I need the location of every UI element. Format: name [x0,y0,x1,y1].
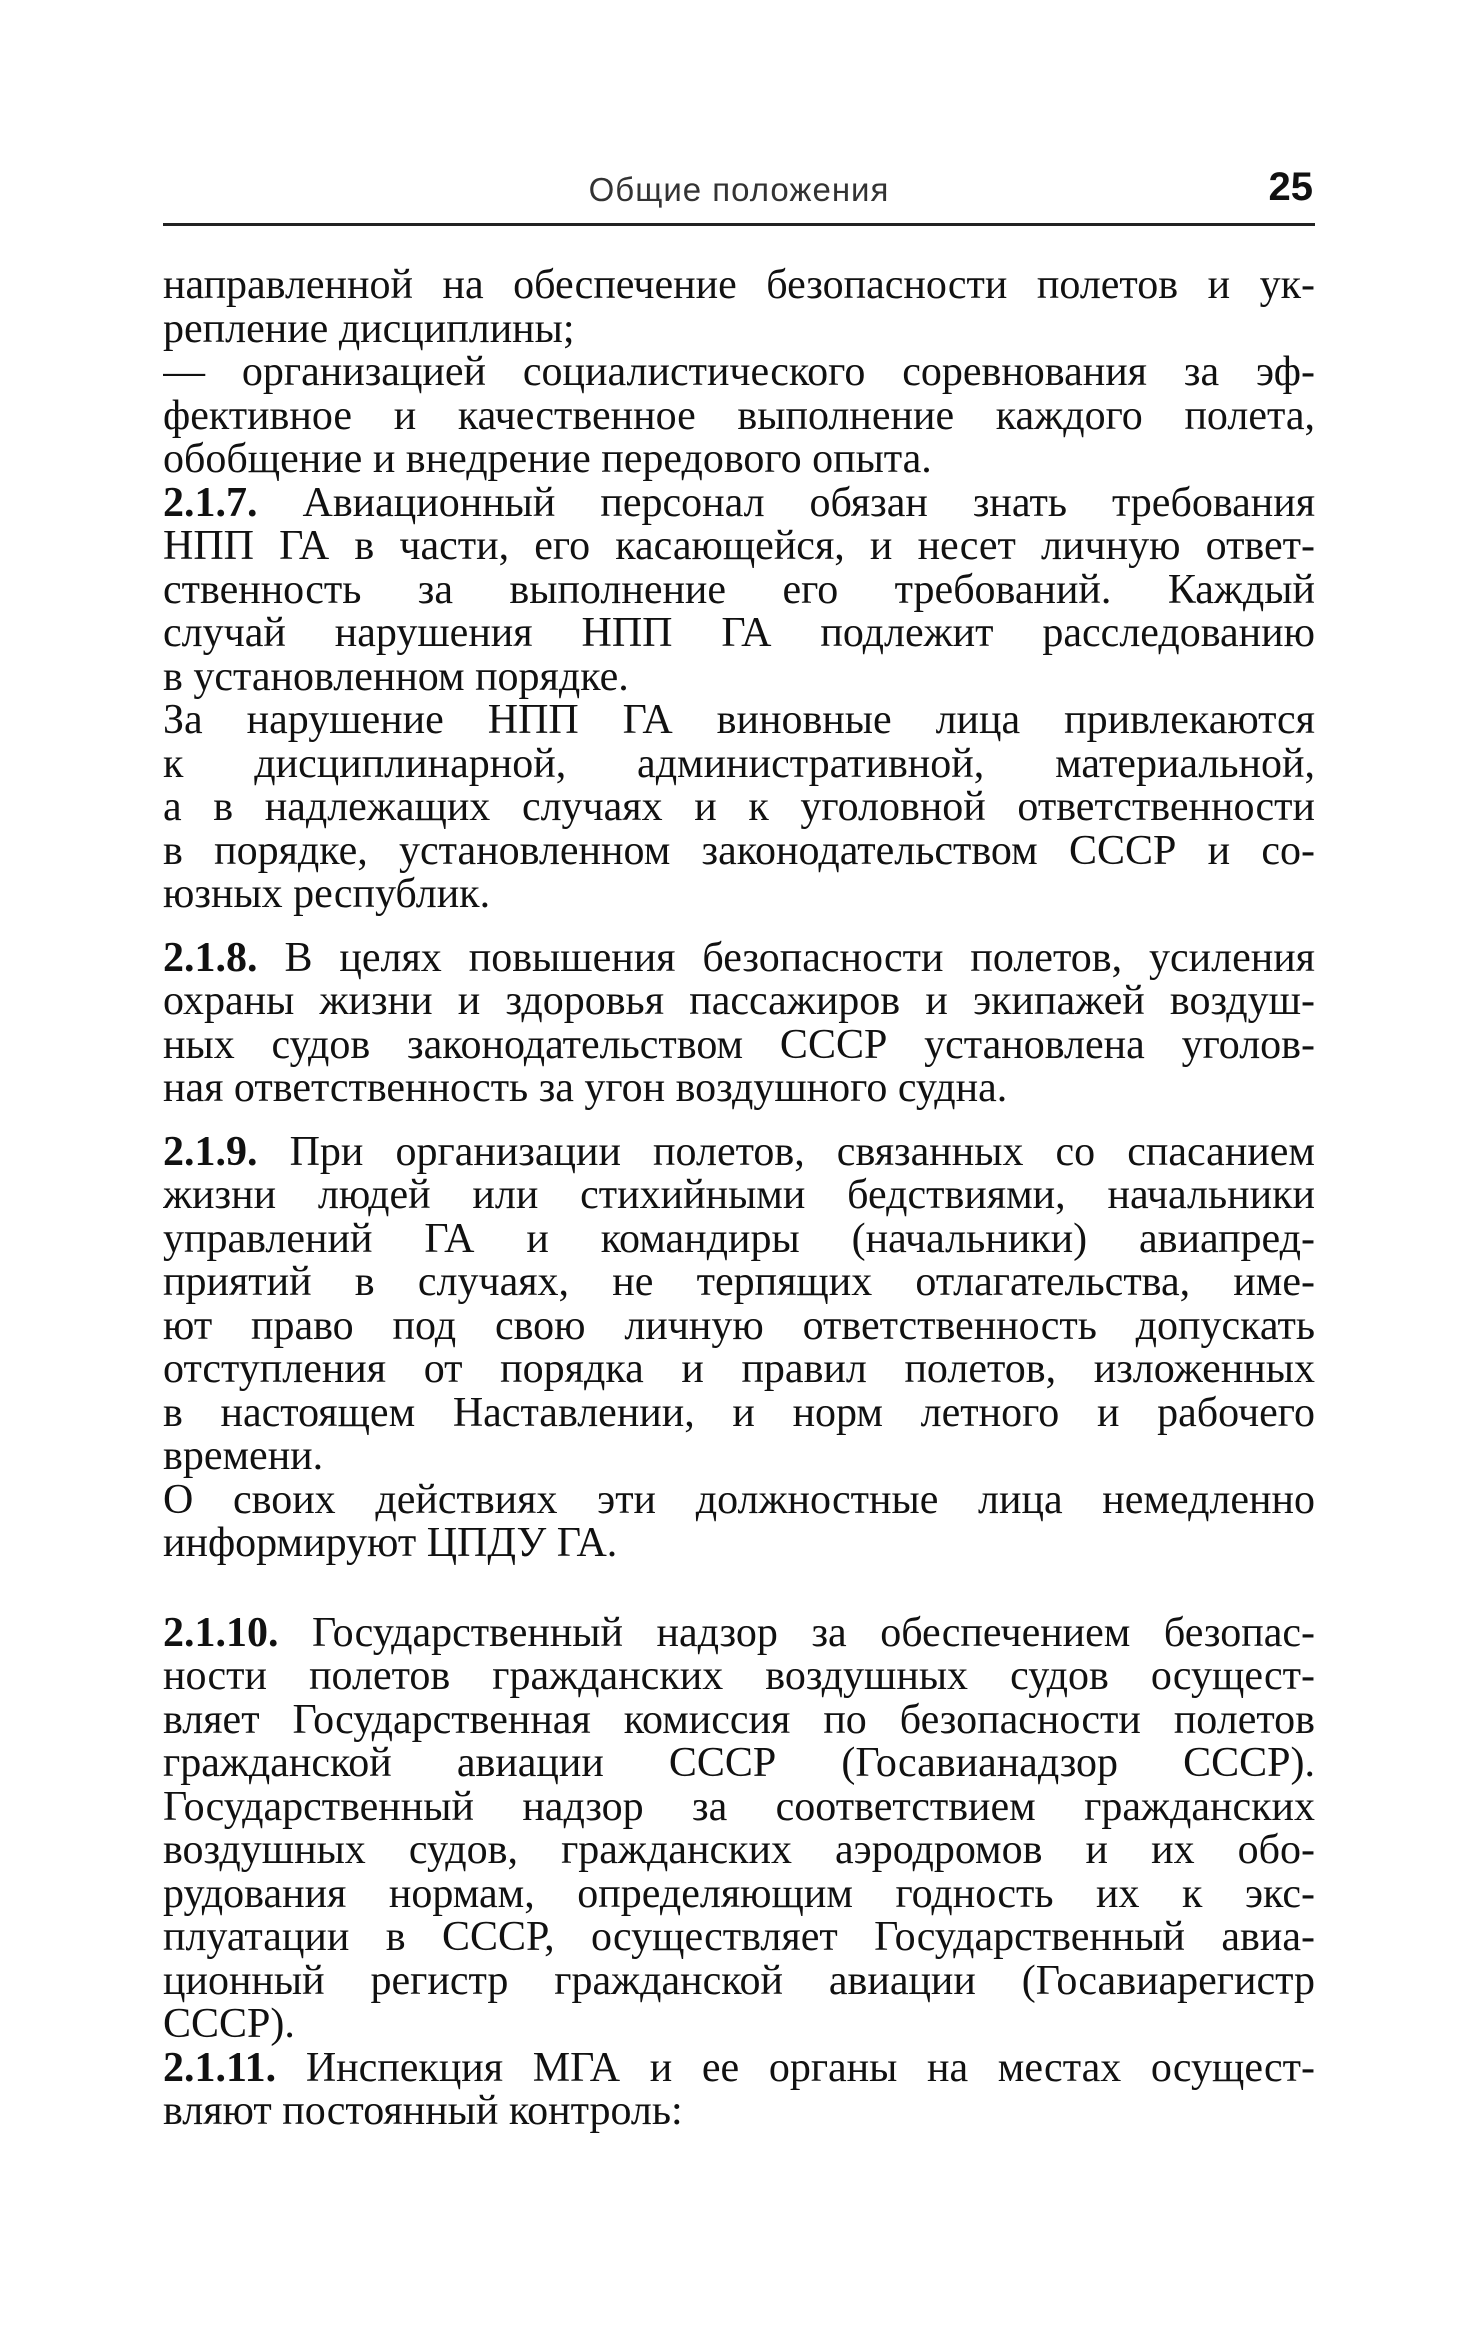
header-rule [163,223,1315,226]
paragraph-competition [163,351,1315,482]
paragraph-safety-discipline [163,264,1315,351]
section-number: 2.1.11. [163,2046,277,2090]
page-body [163,264,1315,2134]
text-line: к дисциплинарной, административной, материальной, [163,742,1315,786]
text-line: рудования нормам, определяющим годность их к экс- [163,1872,1315,1916]
section-number: 2.1.7. [163,481,258,525]
text-line: гражданской авиации СССР (Госавианадзор СССР). [163,1742,1315,1786]
section-2-1-10 [163,1612,1315,2047]
page-number: 25 [1268,165,1313,209]
paragraph-report [163,1479,1315,1566]
section-2-1-7 [163,482,1315,700]
text-line: в порядке, установленном законодательством СССР и со- [163,829,1315,873]
line-text: Авиационный персонал обязан знать требования [302,481,1315,525]
text-line [163,937,1315,981]
text-line: в настоящем Наставлении, и норм летного и рабочего [163,1391,1315,1435]
line-text: Государственный надзор за обеспечением безопас- [312,1611,1315,1655]
text-line: НПП ГА в части, его касающейся, и несет личную ответ- [163,525,1315,569]
text-line: охраны жизни и здоровья пассажиров и экипажей воздуш- [163,980,1315,1024]
text-line: — организацией социалистического соревнования за эф- [163,351,1315,395]
text-line: За нарушение НПП ГА виновные лица привлекаются [163,699,1315,743]
text-line: воздушных судов, гражданских аэродромов и их обо- [163,1829,1315,1873]
text-line: жизни людей или стихийными бедствиями, начальники [163,1174,1315,1218]
text-line: плуатации в СССР, осуществляет Государственный авиа- [163,1916,1315,1960]
text-line: вляют постоянный контроль: [163,2090,683,2134]
text-line: информируют ЦПДУ ГА. [163,1522,618,1566]
section-number: 2.1.9. [163,1130,258,1174]
text-line [163,2047,1315,2091]
text-line: приятий в случаях, не терпящих отлагательства, име- [163,1261,1315,1305]
paragraph-violations [163,699,1315,917]
text-line: ных судов законодательством СССР установлена уголов- [163,1023,1315,1067]
section-2-1-11 [163,2047,1315,2134]
text-line: вляет Государственная комиссия по безопасности полетов [163,1698,1315,1742]
text-line: ственность за выполнение его требований. Каждый [163,568,1315,612]
text-line: направленной на обеспечение безопасности полетов и ук- [163,264,1315,308]
section-number: 2.1.10. [163,1611,279,1655]
text-line: СССР). [163,2003,295,2047]
text-line: фективное и качественное выполнение каждого полета, [163,394,1315,438]
text-line: ная ответственность за угон воздушного судна. [163,1067,1008,1111]
text-line: юзных республик. [163,873,491,917]
line-text: При организации полетов, связанных со спасанием [289,1130,1315,1174]
section-2-1-8 [163,937,1315,1111]
text-line [163,482,1315,526]
text-line: а в надлежащих случаях и к уголовной ответственности [163,786,1315,830]
text-line: отступления от порядка и правил полетов, изложенных [163,1348,1315,1392]
text-line [163,1131,1315,1175]
text-line: ционный регистр гражданской авиации (Госавиарегистр [163,1959,1315,2003]
section-2-1-9 [163,1131,1315,1479]
text-line [163,1612,1315,1656]
page-header [163,163,1315,227]
text-line: времени. [163,1435,324,1479]
text-line: О своих действиях эти должностные лица немедленно [163,1478,1315,1522]
line-text: Инспекция МГА и ее органы на местах осущест- [305,2046,1315,2090]
section-number: 2.1.8. [163,936,258,980]
text-line: ности полетов гражданских воздушных судов осущест- [163,1655,1315,1699]
running-title: Общие положения [588,171,890,208]
text-line: случай нарушения НПП ГА подлежит расследованию [163,612,1315,656]
text-line: в установленном порядке. [163,655,629,699]
line-text: В целях повышения безопасности полетов, усиления [284,936,1315,980]
text-line: обобщение и внедрение передового опыта. [163,438,932,482]
text-line: ют право под свою личную ответственность допускать [163,1304,1315,1348]
text-line: репление дисциплины; [163,307,575,351]
text-line: управлений ГА и командиры (начальники) авиапред- [163,1217,1315,1261]
text-line: Государственный надзор за соответствием гражданских [163,1785,1315,1829]
